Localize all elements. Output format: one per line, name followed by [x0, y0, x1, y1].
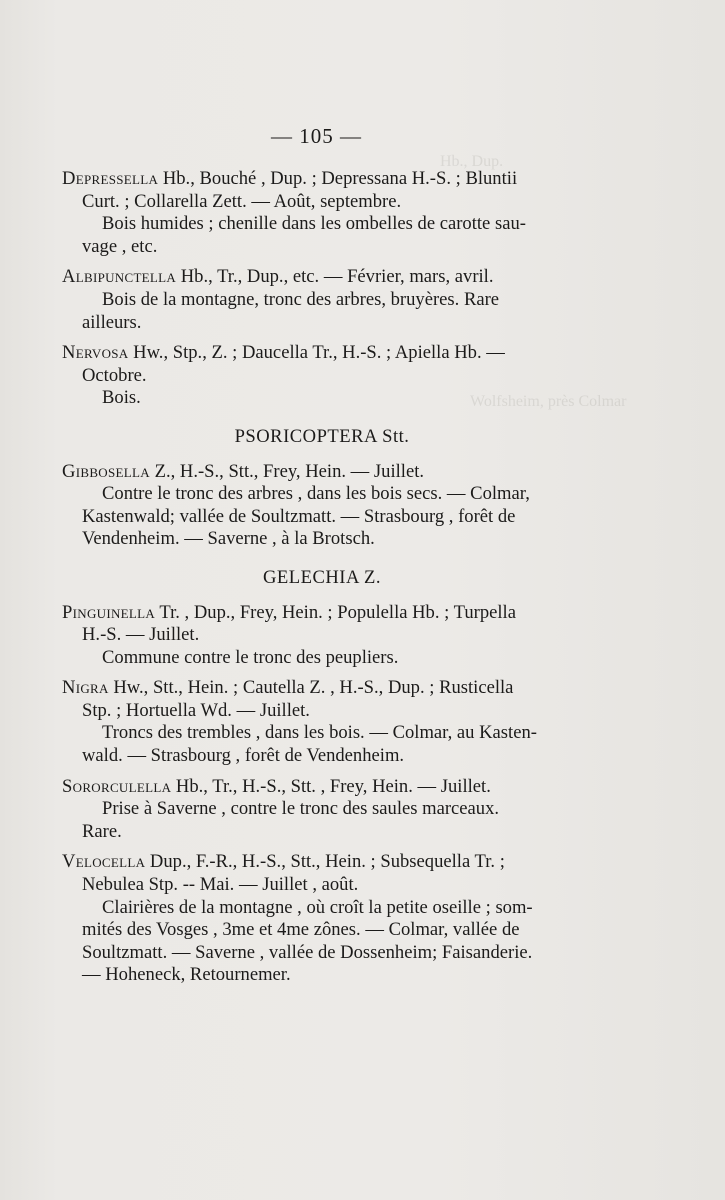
- entry-line: Vendenheim. — Saverne , à la Brotsch.: [82, 528, 375, 550]
- entry-line: Hw., Stt., Hein. ; Cautella Z. , H.-S., Dup. ; Rusticella: [108, 677, 514, 699]
- entry-line: Rare.: [82, 820, 122, 842]
- entry-line: Stp. ; Hortuella Wd. — Juillet.: [82, 699, 310, 721]
- entry-line: Curt. ; Collarella Zett. — Août, septembre.: [82, 190, 402, 212]
- species-name: Depressella: [62, 168, 159, 189]
- entry-line: — Hoheneck, Retournemer.: [82, 964, 291, 986]
- species-name: Nigra: [62, 677, 109, 699]
- species-entry-depressella: [62, 168, 582, 258]
- entry-line: Octobre.: [82, 364, 147, 386]
- entry-line: vage , etc.: [82, 235, 158, 257]
- entry-line: Prise à Saverne , contre le tronc des saules marceaux.: [102, 798, 500, 820]
- entry-line: Soultzmatt. — Saverne , vallée de Dossenheim; Faisanderie.: [82, 941, 533, 963]
- species-entry-nigra: [62, 677, 582, 767]
- entry-line: Z., H.-S., Stt., Frey, Hein. — Juillet.: [149, 460, 425, 482]
- species-name: Gibbosella: [62, 460, 150, 482]
- entry-line: ailleurs.: [82, 311, 142, 333]
- genus-heading-psoricoptera: PSORICOPTERA Stt.: [234, 425, 410, 447]
- species-entry-pinguinella: [62, 602, 582, 670]
- entry-line: Clairières de la montagne , où croît la petite oseille ; som-: [102, 896, 533, 918]
- entry-line: Kastenwald; vallée de Soultzmatt. — Strasbourg , forêt de: [82, 505, 516, 527]
- species-name: Nervosa: [62, 342, 129, 364]
- entry-line: H.-S. — Juillet.: [82, 624, 200, 646]
- entry-line: Bois de la montagne, tronc des arbres, bruyères. Rare: [102, 288, 500, 310]
- entry-line: Hb., Tr., H.-S., Stt. , Frey, Hein. — Juillet.: [171, 775, 491, 797]
- entry-line: Bois.: [102, 387, 141, 409]
- show-through-text: Wolfsheim, près Colmar: [470, 393, 627, 410]
- species-name: Albipunctella: [62, 266, 177, 288]
- show-through-text: Hb., Dup.: [440, 153, 504, 170]
- page-number: — 105 —: [271, 124, 362, 148]
- entry-line: Tr. , Dup., Frey, Hein. ; Populella Hb. ; Turpella: [155, 601, 516, 623]
- entry-line: Contre le tronc des arbres , dans les bois secs. — Colmar,: [102, 483, 530, 505]
- entry-line: wald. — Strasbourg , forêt de Vendenheim.: [82, 745, 405, 767]
- entry-line: Bois humides ; chenille dans les ombelles de carotte sau-: [102, 213, 526, 235]
- entry-line: Hw., Stp., Z. ; Daucella Tr., H.-S. ; Apiella Hb. —: [128, 342, 505, 364]
- entry-line: Dup., F.-R., H.-S., Stt., Hein. ; Subsequella Tr. ;: [145, 851, 505, 873]
- species-entry-gibbosella: [62, 461, 582, 551]
- species-name: Pinguinella: [62, 601, 156, 623]
- entry-line: Troncs des trembles , dans les bois. — Colmar, au Kasten-: [102, 722, 537, 744]
- species-entry-albipunctella: [62, 266, 582, 334]
- species-entry-sororculella: [62, 776, 582, 844]
- entry-line: Hb., Bouché , Dup. ; Depressana H.-S. ; Bluntii: [158, 168, 518, 189]
- species-name: Velocella: [62, 851, 146, 873]
- genus-heading-gelechia: GELECHIA Z.: [262, 566, 382, 588]
- species-entry-velocella: [62, 851, 582, 987]
- entry-line: Hb., Tr., Dup., etc. — Février, mars, avril.: [176, 266, 494, 288]
- entry-line: mités des Vosges , 3me et 4me zônes. — Colmar, vallée de: [82, 919, 520, 941]
- species-entry-nervosa: [62, 342, 582, 410]
- entry-line: Commune contre le tronc des peupliers.: [102, 646, 399, 668]
- body-text: [62, 168, 582, 995]
- entry-line: Nebulea Stp. -- Mai. — Juillet , août.: [82, 874, 359, 896]
- species-name: Sororculella: [62, 775, 172, 797]
